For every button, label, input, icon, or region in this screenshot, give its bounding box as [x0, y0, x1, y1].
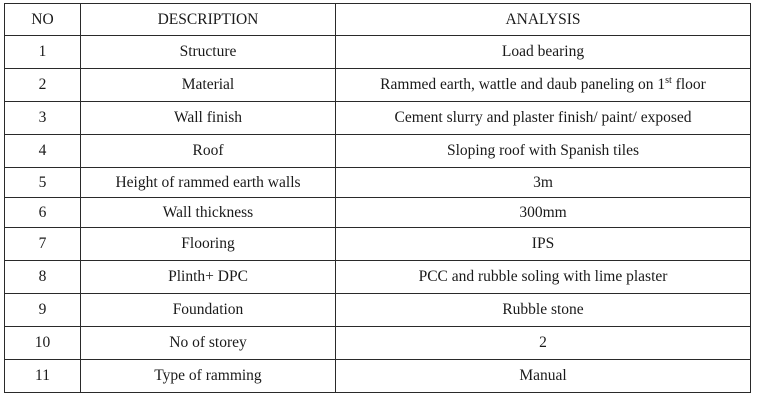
table-row	[5, 228, 751, 261]
analysis-text-tail: floor	[671, 76, 706, 94]
analysis-text: Rammed earth, wattle and daub paneling on 1	[380, 76, 666, 94]
cell-description: Plinth+ DPC	[81, 261, 336, 294]
cell-no: 9	[5, 294, 81, 327]
table-row	[5, 36, 751, 69]
table-row	[5, 294, 751, 327]
cell-no: 1	[5, 36, 81, 69]
header-analysis: ANALYSIS	[336, 4, 751, 36]
table-row	[5, 69, 751, 102]
cell-analysis: PCC and rubble soling with lime plaster	[336, 261, 751, 294]
cell-description: No of storey	[81, 327, 336, 360]
table-row	[5, 135, 751, 168]
cell-analysis: Rubble stone	[336, 294, 751, 327]
cell-description: Height of rammed earth walls	[81, 168, 336, 198]
cell-no: 2	[5, 69, 81, 102]
table-row	[5, 327, 751, 360]
cell-description: Wall thickness	[81, 198, 336, 228]
cell-analysis: Manual	[336, 360, 751, 393]
table-row	[5, 360, 751, 393]
cell-no: 4	[5, 135, 81, 168]
cell-analysis: Load bearing	[336, 36, 751, 69]
cell-no: 6	[5, 198, 81, 228]
cell-analysis: 2	[336, 327, 751, 360]
cell-analysis: Cement slurry and plaster finish/ paint/ exposed	[336, 102, 751, 135]
cell-no: 11	[5, 360, 81, 393]
cell-analysis: 3m	[336, 168, 751, 198]
cell-description: Structure	[81, 36, 336, 69]
cell-description: Flooring	[81, 228, 336, 261]
cell-description: Material	[81, 69, 336, 102]
table-row	[5, 168, 751, 198]
table-row	[5, 261, 751, 294]
specification-table	[4, 3, 751, 393]
cell-description: Wall finish	[81, 102, 336, 135]
cell-no: 7	[5, 228, 81, 261]
table-row	[5, 198, 751, 228]
cell-no: 10	[5, 327, 81, 360]
cell-no: 8	[5, 261, 81, 294]
header-description: DESCRIPTION	[81, 4, 336, 36]
cell-analysis	[336, 69, 751, 102]
cell-description: Roof	[81, 135, 336, 168]
cell-analysis: 300mm	[336, 198, 751, 228]
table-row	[5, 102, 751, 135]
header-no: NO	[5, 4, 81, 36]
cell-analysis: IPS	[336, 228, 751, 261]
table-header-row	[5, 4, 751, 36]
ordinal-superscript: st	[665, 75, 672, 87]
cell-no: 5	[5, 168, 81, 198]
cell-description: Foundation	[81, 294, 336, 327]
cell-analysis: Sloping roof with Spanish tiles	[336, 135, 751, 168]
cell-no: 3	[5, 102, 81, 135]
cell-description: Type of ramming	[81, 360, 336, 393]
